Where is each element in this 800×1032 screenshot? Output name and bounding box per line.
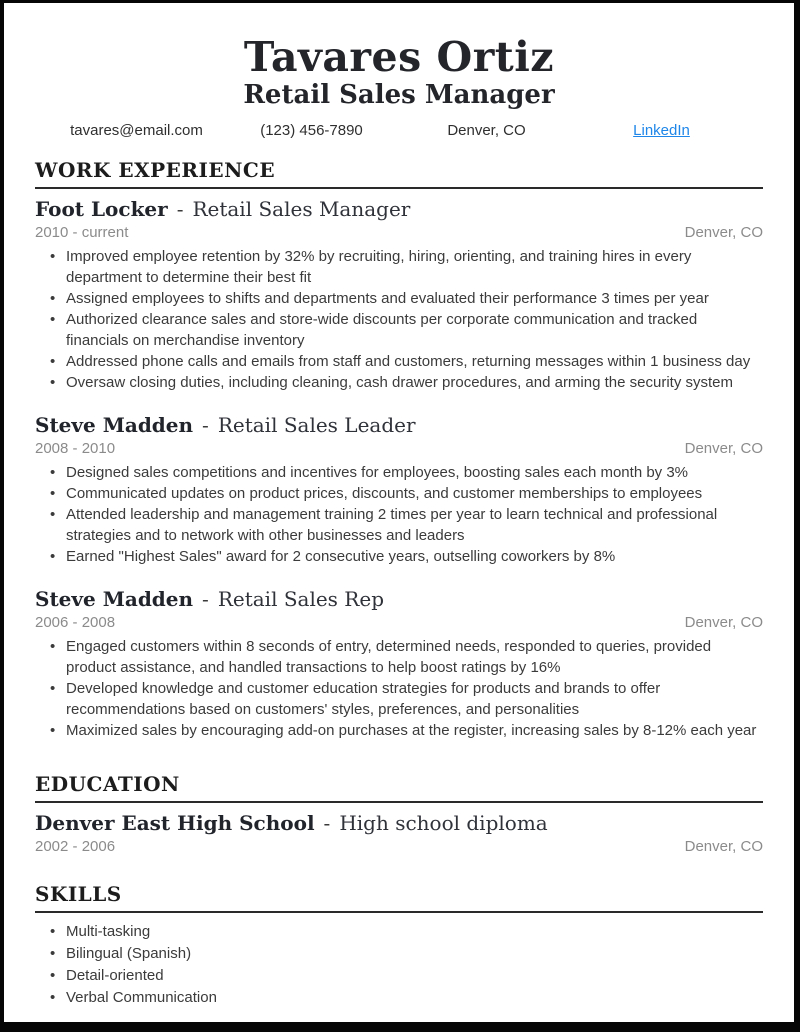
skills-list <box>35 921 763 1009</box>
separator-dash: - <box>202 413 209 438</box>
job-meta-row <box>35 440 763 457</box>
education-heading: EDUCATION <box>35 772 763 803</box>
bullet-item: • Maximized sales by encouraging add-on purchases at the register, increasing sales by 8-12% each year <box>50 720 763 741</box>
work-experience-heading: WORK EXPERIENCE <box>35 158 763 189</box>
separator-dash: - <box>323 811 331 836</box>
bullet-item: • Assigned employees to shifts and departments and evaluated their performance 3 times per year <box>50 288 763 309</box>
skill-item: • Bilingual (Spanish) <box>50 943 763 965</box>
bullet-item: • Oversaw closing duties, including cleaning, cash drawer procedures, and arming the security system <box>50 372 763 393</box>
bullet-item: • Designed sales competitions and incentives for employees, boosting sales each month by 3% <box>50 462 763 483</box>
skill-item: • Verbal Communication <box>50 987 763 1009</box>
bullet-item: • Addressed phone calls and emails from staff and customers, returning messages within 1 business day <box>50 351 763 372</box>
job-role: Retail Sales Manager <box>192 197 411 222</box>
job-meta-row <box>35 614 763 631</box>
separator-dash: - <box>176 197 184 222</box>
job-role: Retail Sales Rep <box>217 587 384 612</box>
skills-section <box>35 882 763 1009</box>
candidate-title: Retail Sales Manager <box>243 80 555 111</box>
education-section <box>35 772 763 855</box>
bullet-item: • Earned "Highest Sales" award for 2 consecutive years, outselling coworkers by 8% <box>50 546 763 567</box>
job-location: Denver, CO <box>684 440 763 458</box>
contact-phone: (123) 456-7890 <box>260 122 363 140</box>
job-dates: 2006 - 2008 <box>35 614 116 632</box>
education-dates: 2002 - 2006 <box>35 838 116 856</box>
work-experience-section <box>35 158 763 741</box>
contact-linkedin-cell <box>574 122 749 139</box>
bullet-item: • Authorized clearance sales and store-wide discounts per corporate communication and tracked financials on merchandise inventory <box>50 309 763 351</box>
job-title-row <box>35 588 763 611</box>
skills-heading: SKILLS <box>35 882 763 913</box>
job-company: Steve Madden <box>35 587 194 612</box>
bullet-item: • Improved employee retention by 32% by recruiting, hiring, orienting, and training hires in every department to determine their best fit <box>50 246 763 288</box>
bullet-item: • Attended leadership and management training 2 times per year to learn technical and professional strategies and to network with other businesses and leaders <box>50 504 763 546</box>
school-name: Denver East High School <box>35 811 315 836</box>
separator-dash: - <box>202 587 209 612</box>
job-dates: 2010 - current <box>35 224 129 242</box>
contact-location: Denver, CO <box>447 122 526 140</box>
skill-item: • Multi-tasking <box>50 921 763 943</box>
job-location: Denver, CO <box>684 614 763 632</box>
job-role: Retail Sales Leader <box>217 413 416 438</box>
candidate-name: Tavares Ortiz <box>243 33 555 81</box>
job-location: Denver, CO <box>684 224 763 242</box>
job-title-row <box>35 198 763 221</box>
bullet-item: • Engaged customers within 8 seconds of entry, determined needs, responded to queries, provided product assistance, and handled transactions to help boost ratings by 16% <box>50 636 763 678</box>
contact-row <box>49 122 749 139</box>
job-bullet-list <box>35 636 763 741</box>
job-meta-row <box>35 224 763 241</box>
education-location: Denver, CO <box>684 838 763 856</box>
bullet-item: • Communicated updates on product prices, discounts, and customer memberships to employees <box>50 483 763 504</box>
job-entry-foot-locker <box>35 198 763 393</box>
degree-name: High school diploma <box>339 811 548 836</box>
job-company: Foot Locker <box>35 197 168 222</box>
education-entry <box>35 812 763 855</box>
job-bullet-list <box>35 462 763 567</box>
job-dates: 2008 - 2010 <box>35 440 116 458</box>
resume-header <box>35 35 763 139</box>
job-company: Steve Madden <box>35 413 194 438</box>
education-meta-row <box>35 838 763 855</box>
skill-item: • Detail-oriented <box>50 965 763 987</box>
job-entry-steve-madden-rep <box>35 588 763 741</box>
job-entry-steve-madden-leader <box>35 414 763 567</box>
job-bullet-list <box>35 246 763 393</box>
job-title-row <box>35 414 763 437</box>
contact-email: tavares@email.com <box>70 122 203 140</box>
linkedin-link[interactable]: LinkedIn <box>633 122 690 140</box>
bullet-item: • Developed knowledge and customer education strategies for products and brands to offer recommendations based on customers' styles, preferences, and personalities <box>50 678 763 720</box>
resume-page <box>4 3 794 1009</box>
education-title-row <box>35 812 763 835</box>
